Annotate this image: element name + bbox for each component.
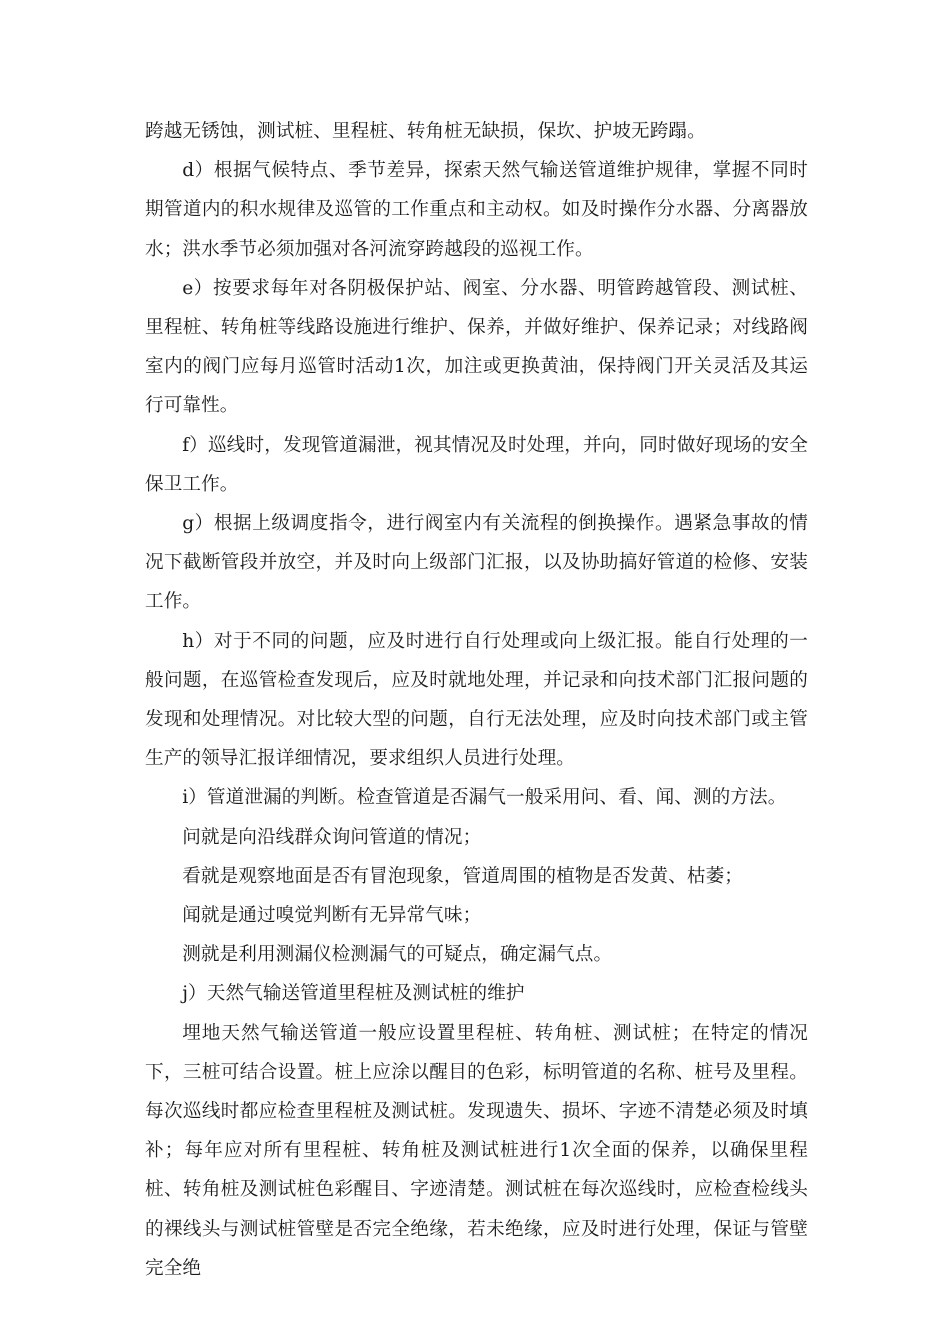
paragraph-i: i）管道泄漏的判断。检查管道是否漏气一般采用问、看、闻、测的方法。 [182,787,787,809]
paragraph-h: h）对于不同的问题，应及时进行自行处理或向上级汇报。能自行处理的一般问题，在巡管检查发现后，应及时就地处理，并记录和向技术部门汇报问题的发现和处理情况。对比较大型的问题，自行无法处理，应及时向技术部门或主管生产的领导汇报详细情况，要求组织人员进行处理。 [145,630,808,770]
paragraph-look: 看就是观察地面是否有冒泡现象，管道周围的植物是否发黄、枯萎； [182,865,744,887]
paragraph-f: f）巡线时，发现管道漏泄，视其情况及时处理，并向，同时做好现场的安全保卫工作。 [145,434,808,495]
paragraph-g: g）根据上级调度指令，进行阀室内有关流程的倒换操作。遇紧急事故的情况下截断管段并放空，并及时向上级部门汇报，以及协助搞好管道的检修、安装工作。 [145,513,808,613]
paragraph-j: j）天然气输送管道里程桩及测试桩的维护 [182,983,525,1005]
body-text [145,112,808,1288]
paragraph-e: e）按要求每年对各阴极保护站、阀室、分水器、明管跨越管段、测试桩、里程桩、转角桩等线路设施进行维护、保养，并做好维护、保养记录；对线路阀室内的阀门应每月巡管时活动1次，加注或更换黄油，保持阀门开关灵活及其运行可靠性。 [145,277,808,417]
paragraph-ask: 问就是向沿线群众询问管道的情况； [182,826,482,848]
paragraph-measure: 测就是利用测漏仪检测漏气的可疑点，确定漏气点。 [182,944,613,966]
paragraph-d: d）根据气候特点、季节差异，探索天然气输送管道维护规律，掌握不同时期管道内的积水规律及巡管的工作重点和主动权。如及时操作分水器、分离器放水；洪水季节必须加强对各河流穿跨越段的巡视工作。 [145,160,808,260]
paragraph-pile-maintenance: 埋地天然气输送管道一般应设置里程桩、转角桩、测试桩；在特定的情况下，三桩可结合设置。桩上应涂以醒目的色彩，标明管道的名称、桩号及里程。每次巡线时都应检查里程桩及测试桩。发现遗失、损坏、字迹不清楚必须及时填补；每年应对所有里程桩、转角桩及测试桩进行1次全面的保养，以确保里程桩、转角桩及测试桩色彩醒目、字迹清楚。测试桩在每次巡线时，应检查检线头的裸线头与测试桩管壁是否完全绝缘，若未绝缘，应及时进行处理，保证与管壁完全绝 [145,1022,808,1279]
paragraph-smell: 闻就是通过嗅觉判断有无异常气味； [182,905,482,927]
paragraph-continuation: 跨越无锈蚀，测试桩、里程桩、转角桩无缺损，保坎、护坡无跨蹋。 [145,121,706,142]
